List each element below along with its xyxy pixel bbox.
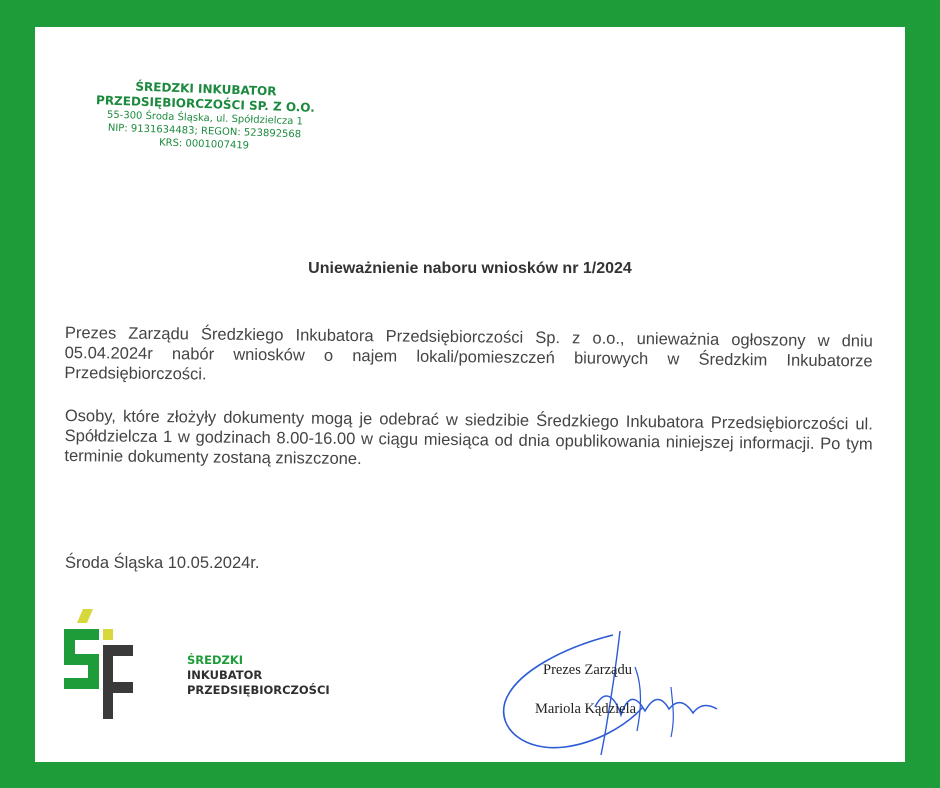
logo-line3: PRZEDSIĘBIORCZOŚCI xyxy=(187,683,330,697)
logo-line2: INKUBATOR xyxy=(187,668,263,682)
stamp-ids: NIP: 9131634483; REGON: 523892568 xyxy=(107,122,302,141)
stamp-name-line1: ŚREDZKI INKUBATOR xyxy=(135,79,277,99)
paragraph-2: Osoby, które złożyły dokumenty mogą je odebrać w siedzibie Średzkiego Inkubatora Przedsiębiorczości ul. Spółdzielcza 1 w godzinach 8.00-16.00 w ciągu miesiąca od dnia opublikowania niniejszej informacji. Po tym terminie dokumenty zostaną zniszczone. xyxy=(64,406,873,469)
logo-wordmark xyxy=(187,653,330,698)
stamp-address: 55-300 Środa Śląska, ul. Spółdzielcza 1 xyxy=(106,109,304,128)
signature-scribble-icon xyxy=(495,627,735,762)
signature-block xyxy=(495,627,735,762)
sip-logo-icon xyxy=(63,607,133,727)
company-stamp xyxy=(89,78,321,155)
document-title: Unieważnienie naboru wniosków nr 1/2024 xyxy=(308,260,632,277)
stamp-name-line2: PRZEDSIĘBIORCZOŚCI SP. Z O.O. xyxy=(95,93,316,115)
signature-role: Prezes Zarządu xyxy=(543,662,632,678)
logo-line1: ŚREDZKI xyxy=(187,653,244,667)
document-page xyxy=(35,27,905,762)
place-date: Środa Śląska 10.05.2024r. xyxy=(65,554,260,572)
signature-name: Mariola Kądziela xyxy=(535,701,637,717)
paragraph-1: Prezes Zarządu Średzkiego Inkubatora Przedsiębiorczości Sp. z o.o., unieważnia ogłoszony w dniu 05.04.2024r nabór wniosków o najem lokali/pomieszczeń biurowych w Średzkim Inkubatorze Przedsiębiorczości. xyxy=(64,323,873,384)
stamp-krs: KRS: 0001007419 xyxy=(158,137,250,152)
